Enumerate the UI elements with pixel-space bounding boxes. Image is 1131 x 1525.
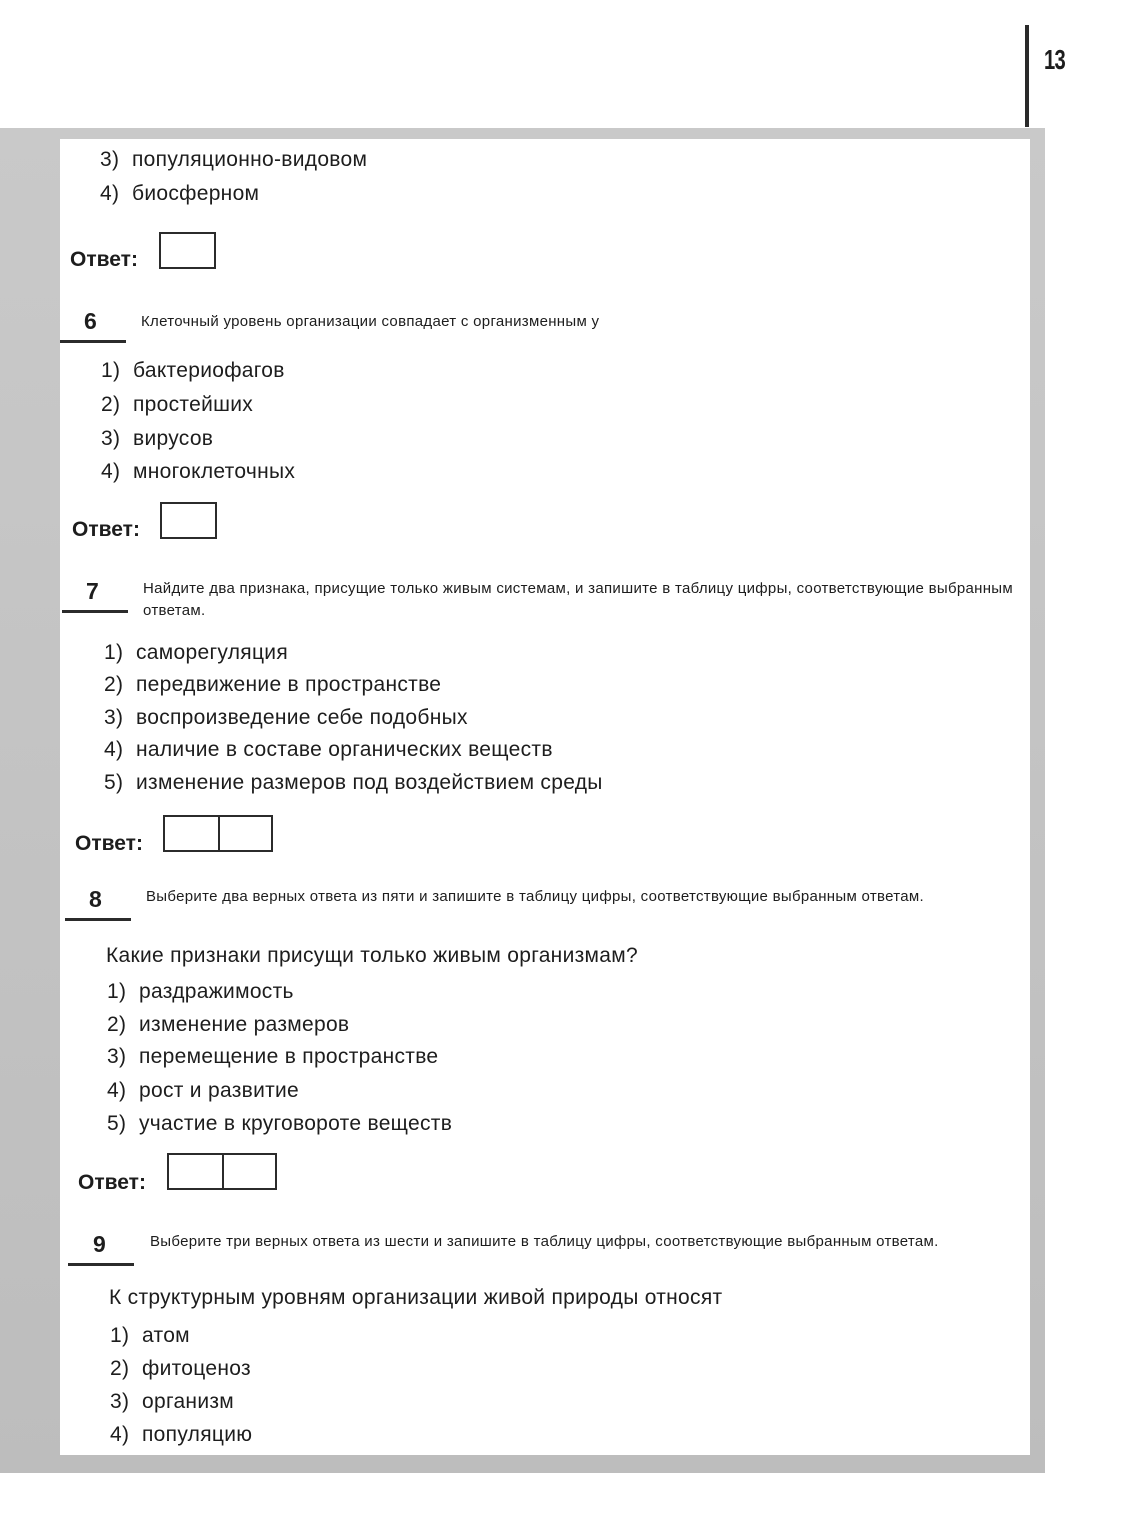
q7-answer-label: Ответ: [75,832,143,855]
q8-option-1: 1) раздражимость [107,980,294,1003]
q9-option-2: 2) фитоценоз [110,1357,251,1380]
q5-option-4: 4) биосферном [100,182,260,205]
q8-number: 8 [89,886,102,912]
content-panel [60,139,1030,1455]
q9-option-3: 3) организм [110,1390,235,1413]
q9-prompt: Выберите три верных ответа из шести и запишите в таблицу цифры, соответствующие выбранным ответам. [150,1233,939,1250]
q6-prompt: Клеточный уровень организации совпадает с организменным у [141,313,600,330]
q9-number: 9 [93,1231,106,1257]
q8-answer-box[interactable] [167,1153,277,1190]
q8-option-3: 3) перемещение в пространстве [107,1045,439,1068]
q7-answer-box[interactable] [163,815,273,852]
q8-option-4: 4) рост и развитие [107,1079,300,1102]
q5-answer-label: Ответ: [70,248,138,271]
q6-option-1: 1) бактериофагов [101,359,285,382]
q7-number-underline [62,610,128,613]
q6-answer-box[interactable] [160,502,217,539]
q6-answer-label: Ответ: [72,518,140,541]
q7-option-3: 3) воспроизведение себе подобных [104,706,468,729]
q9-question: К структурным уровням организации живой природы относят [109,1286,723,1309]
q6-option-3: 3) вирусов [101,427,214,450]
q8-option-5: 5) участие в круговороте веществ [107,1112,453,1135]
q7-option-1: 1) саморегуляция [104,641,289,664]
page-edge-rule [1025,25,1029,127]
q6-number-underline [60,340,126,343]
q8-option-2: 2) изменение размеров [107,1013,350,1036]
q9-option-4: 4) популяцию [110,1423,253,1446]
q7-answer-box-divider [218,817,220,850]
q6-number: 6 [84,308,97,334]
q7-option-5: 5) изменение размеров под воздействием среды [104,771,603,794]
q7-option-4: 4) наличие в составе органических веществ [104,738,553,761]
q8-answer-label: Ответ: [78,1171,146,1194]
q7-number: 7 [86,578,99,604]
page-number: 13 [1044,44,1065,75]
q7-option-2: 2) передвижение в пространстве [104,673,442,696]
q9-number-underline [68,1263,134,1266]
q7-prompt: Найдите два признака, присущие только живым системам, и запишите в таблицу цифры, соответствующие выбранным ответам. [143,580,1014,619]
q9-option-1: 1) атом [110,1324,190,1347]
q8-question: Какие признаки присущи только живым организмам? [106,944,638,967]
q5-option-3: 3) популяционно-видовом [100,148,368,171]
q8-number-underline [65,918,131,921]
q8-answer-box-divider [222,1155,224,1188]
q6-option-4: 4) многоклеточных [101,460,296,483]
q8-prompt: Выберите два верных ответа из пяти и запишите в таблицу цифры, соответствующие выбранным ответам. [146,888,924,905]
q6-option-2: 2) простейших [101,393,254,416]
q5-answer-box[interactable] [159,232,216,269]
